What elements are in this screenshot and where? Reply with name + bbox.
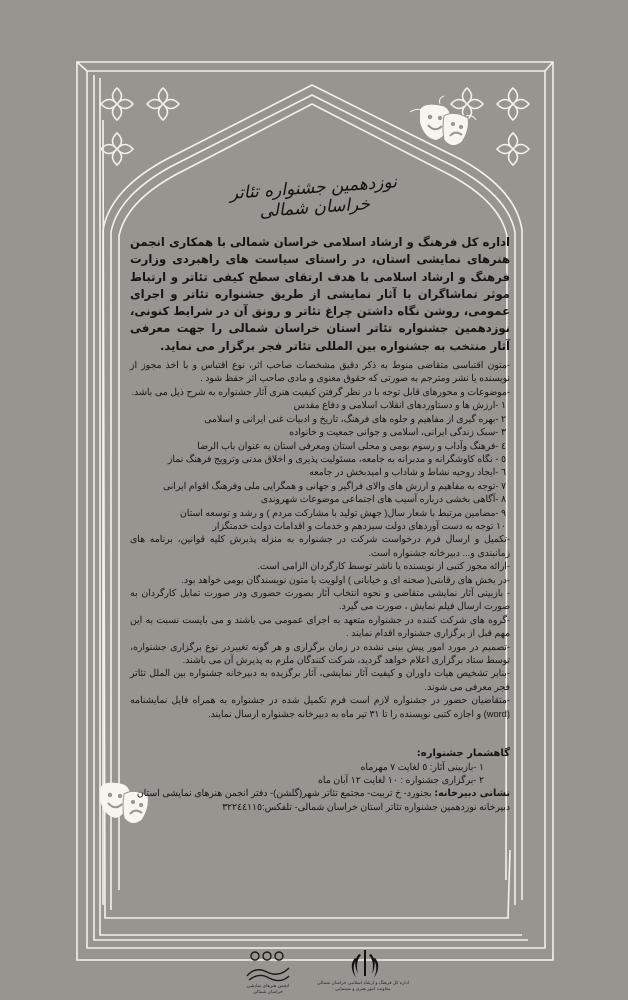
topic-item: ۳ -سبک زندگی ایرانی، اسلامی و جوانی جمعیت و خانواده bbox=[289, 427, 506, 438]
topics-list bbox=[130, 399, 510, 533]
rule-paragraph: -ارائه مجوز کتبی از نویسنده یا ناشر توسط کارگردان الزامی است. bbox=[257, 561, 510, 572]
rule-paragraph: - بازبینی آثار نمایشی متقاضی و نحوه انتخاب آثار بصورت حضوری ودر صورت تمایل کارگردان به صورت ارسال فیلم نمایش ، صورت می گیرد. bbox=[130, 587, 510, 612]
rule-paragraph: -تصمیم در مورد امور پیش بینی نشده در زمان برگزاری و هر گونه تغییردر نوع برگزاری جشنواره، توسط ستاد برگزاری اعلام خواهد گردید، شرکت کنندگان ملزم به پذیرش آن می باشند. bbox=[130, 641, 510, 666]
rule-paragraph: -در بخش های رقابتی( صحنه ای و خیابانی ) اولویت با متون نویسندگان بومی خواهد بود. bbox=[181, 574, 510, 585]
topic-item: ٦ -ایجاد روحیه نشاط و شاداب و امیدبخش در جامعه bbox=[309, 467, 506, 478]
topic-item: ۸ -آگاهی بخشی درباره آسیب های اجتماعی موضوعات شهروندی bbox=[260, 494, 506, 505]
calendar-item: ۲ -برگزاری جشنواره : ۱۰ لغایت ۱۲ آبان ماه bbox=[318, 774, 484, 785]
ministry-logo bbox=[308, 980, 418, 992]
intro-paragraph: اداره کل فرهنگ و ارشاد اسلامی خراسان شمالی با همکاری انجمن هنرهای نمایشی استان، در راستای سیاست های راهبردی وزارت فرهنگ و ارشاد اسلامی با هدف ارتقای سطح کیفی تئاتر و ارتباط موثر تماشاگران با آثار نمایشی از طریق جشنواره تئاتر و اجرای عمومی، روشن نگاه داشتن چراغ تئاتر و رونق آن در شرایط کنونی، نوزدهمین جشنواره تئاتر استان خراسان شمالی را جهت معرفی آثار منتخب به جشنواره بین المللی تئاتر فجر برگزار می نماید. bbox=[130, 235, 510, 353]
topic-item: ٤ -فرهنگ وآداب و رسوم بومی و محلی استان ومعرفی استان به عنوان باب الرضا bbox=[197, 440, 506, 451]
iran-emblem-icon bbox=[352, 950, 379, 978]
announcement-body bbox=[130, 234, 510, 814]
secretariat-contact: دبیرخانه نوزدهمین جشنواره تئاتر استان خراسان شمالی- تلفکس:۳۲۲٤٤۱۱٥ bbox=[222, 801, 510, 812]
rule-paragraph: -تکمیل و ارسال فرم درخواست شرکت در جشنواره به منزله پذیرش کلیه قوانین، برنامه های زمانبندی و... دبیرخانه جشنواره است. bbox=[130, 534, 510, 558]
topic-item: ۹ -مضامین مرتبط با شعار سال( جهش تولید با مشارکت مردم ) و رشد و توسعه استان bbox=[179, 507, 506, 518]
topic-item: ۱ -ارزش ها و دستاوردهای انقلاب اسلامی و دفاع مقدس bbox=[293, 400, 506, 411]
rule-paragraph: -گروه های شرکت کننده در جشنواره متعهد به اجرای عمومی می باشند و می بایست نسبت به این مهم قبل از برگزاری جشنواره اقدام نمایند . bbox=[130, 614, 510, 639]
festival-calendar bbox=[130, 747, 510, 814]
calendar-item: ۱ -بازبینی آثار: ٥ لغایت ۷ مهرماه bbox=[360, 761, 484, 772]
rule-paragraph: -بنابر تشخیص هیات داوران و کیفیت آثار نمایشی، آثار برگزیده به دبیرخانه جشنواره بین الملل تئاتر فجر معرفی می شوند. bbox=[130, 668, 510, 692]
calendar-title: گاهشمار جشنواره: bbox=[416, 748, 510, 760]
address-label: نشانی دبیرخانه: bbox=[434, 788, 510, 800]
address-value: بجنورد- خ تربیت- مجتمع تئاتر شهر(گلشن)- دفتر انجمن هنرهای نمایشی استان bbox=[136, 788, 435, 799]
topic-item: ۷ -توجه به مفاهیم و ارزش های والای فراگیر و جهانی و همگرایی ملی وفرهنگ اقوام ایرانی bbox=[162, 480, 506, 491]
ministry-logo-caption: اداره کل فرهنگ و ارشاد اسلامی خراسان شمالی bbox=[316, 980, 410, 985]
association-logo-caption-2: خراسان شمالی bbox=[253, 989, 283, 994]
secretariat-address bbox=[130, 787, 510, 800]
association-logo-caption: انجمن هنرهای نمایشی bbox=[246, 983, 290, 988]
association-logo-icon bbox=[247, 952, 289, 981]
rule-quoted-texts: -متون اقتباسی متقاضی منوط به ذکر دقیق مشخصات صاحب اثر، نوع اقتباس و با اخذ مجوز از نویسنده یا نشر ومترجم به صورتی که حقوق معنوی و مادی صاحب اثر حفظ شود . bbox=[130, 360, 510, 384]
topic-item: ۲ -بهره گیری از مفاهیم و جلوه های فرهنگ، تاریخ و ادبیات غنی ایرانی و اسلامی bbox=[204, 413, 506, 424]
ministry-logo-caption-2: معاونت امور هنری و سینمایی bbox=[335, 986, 391, 991]
topic-item: ٥ - نگاه کاوشگرانه و مدبرانه به جامعه، مسئولیت پذیری و اخلاق مدنی وترویج فرهنگ نماز bbox=[167, 453, 506, 464]
association-logo bbox=[228, 983, 308, 995]
rule-paragraph: -متقاضیان حضور در جشنواره لازم است فرم تکمیل شده در جشنواره به همراه فایل نمایشنامه (word) و اجازه کتبی نویسنده را تا ۳۱ تیر ماه به دبیرخانه جشنواره ارسال نمایند. bbox=[130, 695, 510, 719]
festival-title: نوزدهمین جشنواره تئاتر خراسان شمالی bbox=[229, 172, 398, 222]
topic-item: ۱۰ توجه به دست آوردهای دولت سیزدهم و خدمات و اقدامات دولت خدمتگزار bbox=[212, 520, 506, 531]
topics-intro: -موضوعات و محورهای قابل توجه با در نظر گرفتن کیفیت هنری آثار جشنواره به شرح ذیل می باشد. bbox=[131, 386, 510, 397]
